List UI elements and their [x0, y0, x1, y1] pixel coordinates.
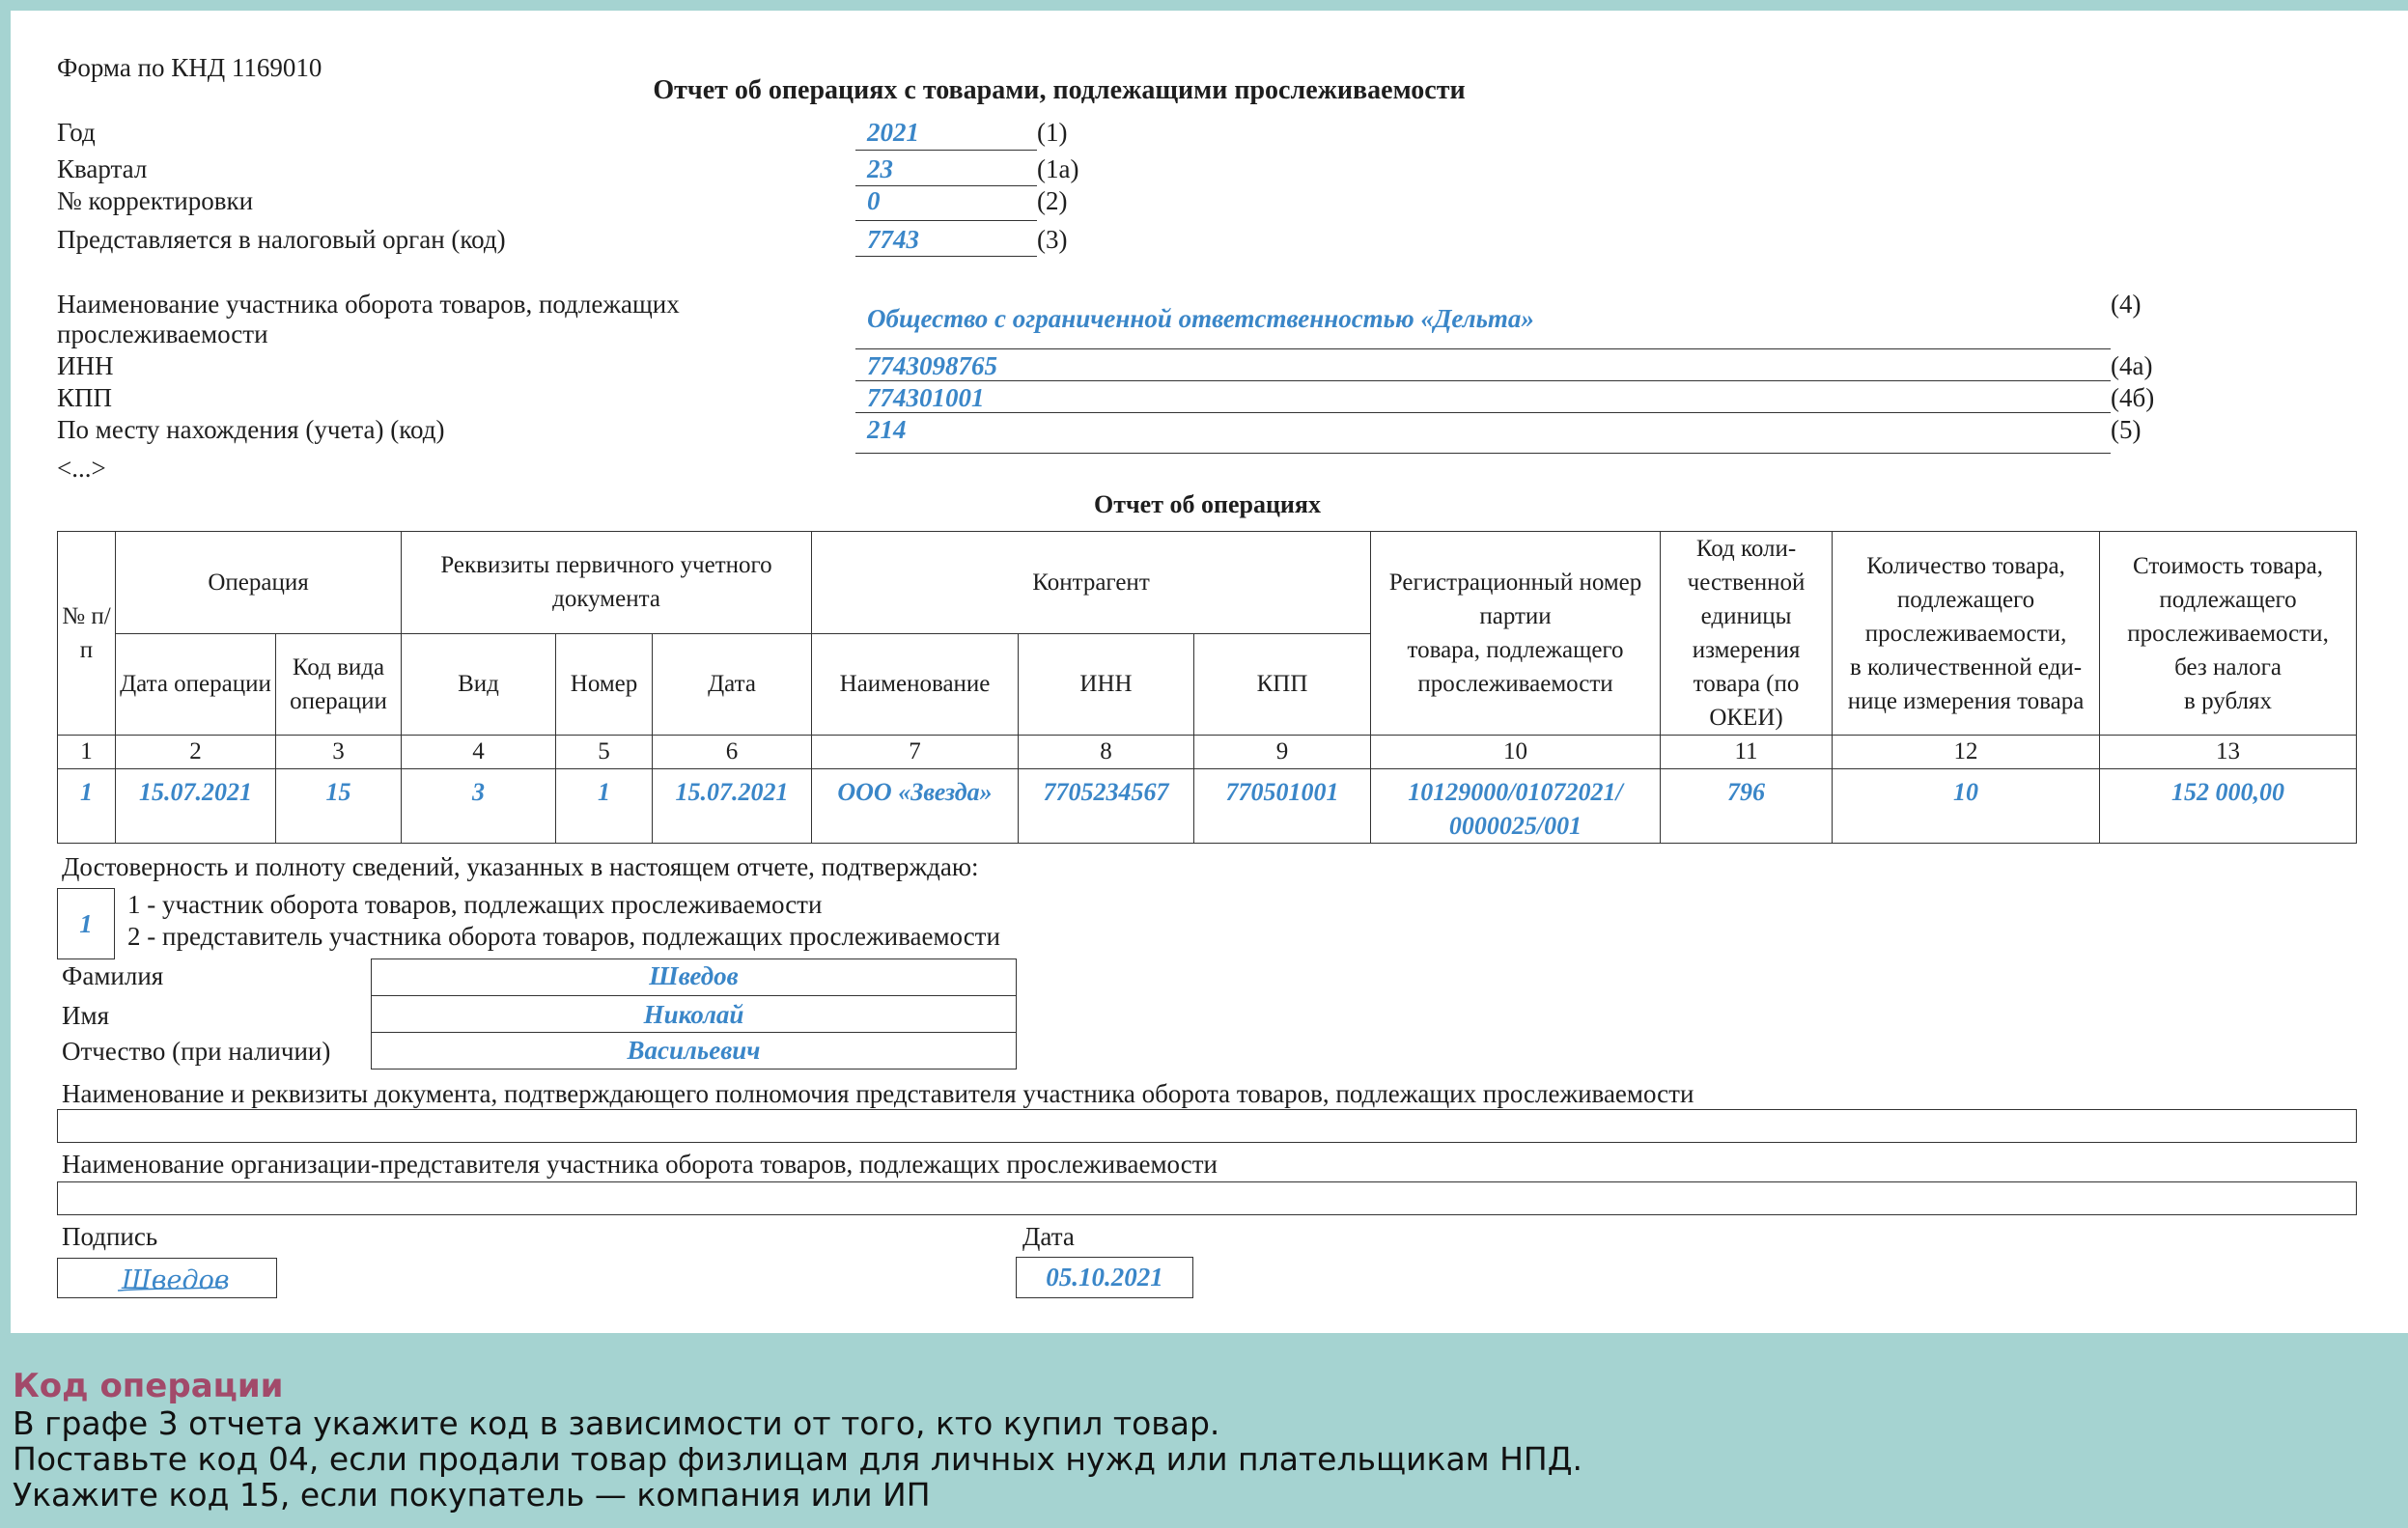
location-code: (5)	[2111, 415, 2142, 444]
row-doc-num[interactable]: 1	[556, 769, 653, 844]
name-field[interactable]	[371, 995, 1017, 1033]
row-qty[interactable]: 10	[1833, 769, 2100, 844]
col-number: 7	[812, 736, 1019, 769]
correction-value[interactable]: 0	[867, 186, 881, 215]
header-cost-line3: в рублях	[2184, 687, 2273, 714]
row-cost[interactable]: 152 000,00	[2100, 769, 2357, 844]
row-cp-name[interactable]: ООО «Звезда»	[812, 769, 1019, 844]
note-line-3: Укажите код 15, если покупатель — компания или ИП	[13, 1476, 931, 1514]
form-title: Отчет об операциях с товарами, подлежащими прослеживаемости	[653, 75, 1466, 105]
row-cp-inn[interactable]: 7705234567	[1019, 769, 1194, 844]
row-unit[interactable]: 796	[1661, 769, 1833, 844]
rep-doc-label: Наименование и реквизиты документа, подтверждающего полномочия представителя участника оборота товаров, подлежащих прослеживаемости	[62, 1079, 1694, 1108]
participant-code: (4)	[2111, 290, 2142, 319]
sub-cp-inn: ИНН	[1019, 633, 1194, 736]
date-field[interactable]	[1016, 1257, 1193, 1298]
participant-label-1: Наименование участника оборота товаров, подлежащих	[57, 290, 680, 319]
col-number: 6	[653, 736, 812, 769]
kpp-value[interactable]: 774301001	[867, 383, 985, 412]
sub-op-date: Дата операции	[116, 633, 276, 736]
inn-code: (4а)	[2111, 351, 2153, 380]
sub-cp-name: Наименование	[812, 633, 1019, 736]
col-number: 12	[1833, 736, 2100, 769]
signature-mark: Шведов	[122, 1265, 230, 1295]
header-cost-line2: без налога	[2174, 653, 2282, 681]
quarter-label: Квартал	[57, 154, 148, 183]
operations-table	[57, 531, 2357, 844]
correction-code: (2)	[1037, 186, 1068, 215]
signature-icon	[58, 1259, 276, 1297]
year-value[interactable]: 2021	[867, 118, 919, 147]
kpp-label: КПП	[57, 383, 113, 412]
row-op-code[interactable]: 15	[276, 769, 402, 844]
sub-doc-num: Номер	[556, 633, 653, 736]
tax-office-value[interactable]: 7743	[867, 225, 919, 254]
confirm-text: Достоверность и полноту сведений, указанных в настоящем отчете, подтверждаю:	[62, 852, 979, 881]
header-quantity	[1833, 532, 2100, 736]
col-number: 2	[116, 736, 276, 769]
header-unit-line1: Код коли-	[1695, 536, 1797, 562]
header-num: № п/п	[58, 532, 116, 736]
table-row	[58, 769, 2357, 844]
note-line-1: В графе 3 отчета укажите код в зависимости от того, кто купил товар.	[13, 1404, 1220, 1442]
name-value: Николай	[643, 1000, 744, 1029]
participant-label-2: прослеживаемости	[57, 319, 268, 348]
note-line-2: Поставьте код 04, если продали товар физлицам для личных нужд или плательщикам НПД.	[13, 1440, 1582, 1478]
surname-value: Шведов	[649, 961, 739, 990]
header-cost	[2100, 532, 2357, 736]
patronymic-label: Отчество (при наличии)	[62, 1037, 331, 1066]
row-reg-line1: 10129000/01072021/	[1408, 778, 1623, 806]
col-number: 11	[1661, 736, 1833, 769]
col-number: 4	[402, 736, 556, 769]
col-number: 9	[1194, 736, 1371, 769]
tax-office-code: (3)	[1037, 225, 1068, 254]
header-qty-line1: Количество товара, подлежащего прослеживаемости,	[1864, 552, 2067, 647]
col-number: 8	[1019, 736, 1194, 769]
confirm-code-box[interactable]	[57, 888, 115, 959]
confirm-option-1: 1 - участник оборота товаров, подлежащих прослеживаемости	[127, 890, 823, 919]
date-value: 05.10.2021	[1046, 1263, 1163, 1292]
col-number: 10	[1371, 736, 1661, 769]
year-label: Год	[57, 118, 96, 147]
col-number: 3	[276, 736, 402, 769]
signature-field[interactable]	[57, 1258, 277, 1298]
sub-op-code: Код вида операции	[276, 633, 402, 736]
sub-cp-kpp: КПП	[1194, 633, 1371, 736]
inn-value[interactable]: 7743098765	[867, 351, 997, 380]
rep-doc-field[interactable]	[57, 1109, 2357, 1143]
header-reg-line1: Регистрационный номер партии	[1388, 570, 1642, 629]
date-label: Дата	[1022, 1222, 1075, 1251]
row-reg-line2: 0000025/001	[1448, 812, 1582, 840]
rep-org-label: Наименование организации-представителя участника оборота товаров, подлежащих прослеживаемости	[62, 1150, 1218, 1179]
name-label: Имя	[62, 1001, 110, 1030]
quarter-code: (1а)	[1037, 154, 1079, 183]
kpp-code: (4б)	[2111, 383, 2155, 412]
location-label: По месту нахождения (учета) (код)	[57, 415, 445, 444]
row-cp-kpp[interactable]: 770501001	[1194, 769, 1371, 844]
ops-title: Отчет об операциях	[1094, 490, 1321, 518]
rep-org-field[interactable]	[57, 1181, 2357, 1215]
quarter-value[interactable]: 23	[867, 154, 893, 183]
header-operation: Операция	[116, 532, 402, 634]
patronymic-value: Васильевич	[627, 1036, 761, 1065]
confirm-option-2: 2 - представитель участника оборота товаров, подлежащих прослеживаемости	[127, 922, 1000, 951]
year-code: (1)	[1037, 118, 1068, 147]
col-number: 13	[2100, 736, 2357, 769]
header-unit-line2: чественной единицы измерения товара (по ОКЕИ)	[1687, 570, 1806, 731]
header-qty-line2: в количественной еди-	[1849, 653, 2083, 681]
header-document: Реквизиты первичного учетного документа	[402, 532, 812, 634]
correction-label: № корректировки	[57, 186, 254, 215]
signature-label: Подпись	[62, 1222, 158, 1251]
col-number: 1	[58, 736, 116, 769]
header-cost-line1: Стоимость товара, подлежащего прослеживаемости,	[2127, 552, 2329, 647]
header-reg-line2: товара, подлежащего прослеживаемости	[1407, 637, 1624, 697]
col-number: 5	[556, 736, 653, 769]
note-title: Код операции	[13, 1367, 284, 1405]
row-doc-type[interactable]: 3	[402, 769, 556, 844]
patronymic-field[interactable]	[371, 1032, 1017, 1070]
surname-field[interactable]	[371, 958, 1017, 996]
form-knd: Форма по КНД 1169010	[57, 53, 322, 82]
row-num[interactable]: 1	[58, 769, 116, 844]
header-unit-code	[1661, 532, 1833, 736]
participant-value[interactable]: Общество с ограниченной ответственностью «Дельта»	[867, 304, 1534, 333]
row-reg-number[interactable]	[1371, 769, 1661, 844]
surname-label: Фамилия	[62, 961, 164, 990]
row-doc-date[interactable]: 15.07.2021	[653, 769, 812, 844]
row-op-date[interactable]: 15.07.2021	[116, 769, 276, 844]
header-counterparty: Контрагент	[812, 532, 1371, 634]
confirm-code: 1	[79, 909, 93, 938]
ellipsis: <...>	[57, 454, 106, 483]
location-value[interactable]: 214	[867, 415, 907, 444]
inn-label: ИНН	[57, 351, 114, 380]
header-reg-number	[1371, 532, 1661, 736]
sub-doc-date: Дата	[653, 633, 812, 736]
header-qty-line3: нице измерения товара	[1847, 687, 2085, 714]
tax-office-label: Представляется в налоговый орган (код)	[57, 225, 506, 254]
sub-doc-type: Вид	[402, 633, 556, 736]
